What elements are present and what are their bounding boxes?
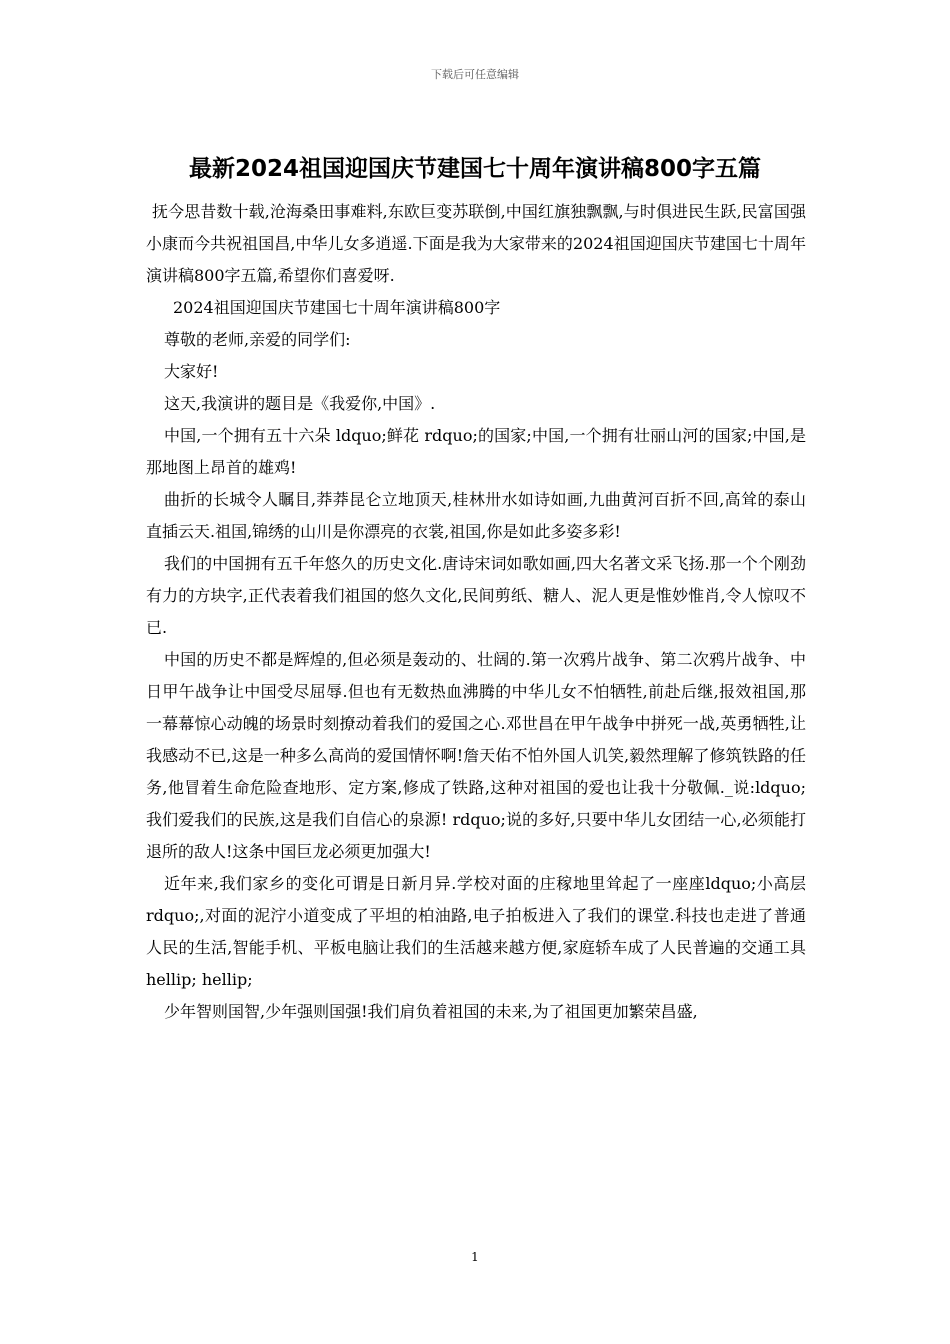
salutation: 尊敬的老师,亲爱的同学们: xyxy=(164,330,351,349)
page-number: 1 xyxy=(471,1250,479,1264)
paragraph: 少年智则国智,少年强则国强!我们肩负着祖国的未来,为了祖国更加繁荣昌盛, xyxy=(164,1002,698,1021)
header-note: 下载后可任意编辑 xyxy=(431,68,519,81)
paragraph: 曲折的长城令人瞩目,莽莽昆仑立地顶天,桂林卅水如诗如画,九曲黄河百折不回,高耸的泰山直插云天.祖国,锦绣的山川是你漂亮的衣裳,祖国,你是如此多姿多彩! xyxy=(146,490,806,541)
intro-paragraph: 抚今思昔数十载,沧海桑田事难料,东欧巨变苏联倒,中国红旗独飘飘,与时俱进民生跃,民富国强小康而今共祝祖国昌,中华儿女多逍遥.下面是我为大家带来的2024祖国迎国庆节建国七十周年演讲稿800字五篇,希望你们喜爱呀. xyxy=(146,202,806,285)
document-body xyxy=(146,196,806,1028)
paragraph: 中国,一个拥有五十六朵 ldquo;鲜花 rdquo;的国家;中国,一个拥有壮丽山河的国家;中国,是那地图上昂首的雄鸡! xyxy=(146,426,806,477)
speech-subtitle: 2024祖国迎国庆节建国七十周年演讲稿800字 xyxy=(173,298,501,317)
paragraph: 中国的历史不都是辉煌的,但必须是轰动的、壮阔的.第一次鸦片战争、第二次鸦片战争、中日甲午战争让中国受尽屈辱.但也有无数热血沸腾的中华儿女不怕牺牲,前赴后继,报效祖国,那一幕幕惊心动魄的场景时刻撩动着我们的爱国之心.邓世昌在甲午战争中拼死一战,英勇牺牲,让我感动不已,这是一种多么高尚的爱国情怀啊!詹天佑不怕外国人讥笑,毅然理解了修筑铁路的任务,他冒着生命危险查地形、定方案,修成了铁路,这种对祖国的爱也让我十分敬佩._说:ldquo;我们爱我们的民族,这是我们自信心的泉源! rdquo;说的多好,只要中华儿女团结一心,必须能打退所的敌人!这条中国巨龙必须更加强大! xyxy=(146,650,806,861)
document-title: 最新2024祖国迎国庆节建国七十周年演讲稿800字五篇 xyxy=(188,156,762,182)
greeting: 大家好! xyxy=(164,362,219,381)
paragraph: 近年来,我们家乡的变化可谓是日新月异.学校对面的庄稼地里耸起了一座座ldquo;小高层 rdquo;,对面的泥泞小道变成了平坦的柏油路,电子拍板进入了我们的课堂.科技也走进了普通人民的生活,智能手机、平板电脑让我们的生活越来越方便,家庭轿车成了人民普遍的交通工具 hellip; hellip; xyxy=(146,874,806,989)
paragraph: 这天,我演讲的题目是《我爱你,中国》. xyxy=(164,394,436,413)
paragraph: 我们的中国拥有五千年悠久的历史文化.唐诗宋词如歌如画,四大名著文采飞扬.那一个个刚劲有力的方块字,正代表着我们祖国的悠久文化,民间剪纸、糖人、泥人更是惟妙惟肖,令人惊叹不已. xyxy=(146,554,806,637)
